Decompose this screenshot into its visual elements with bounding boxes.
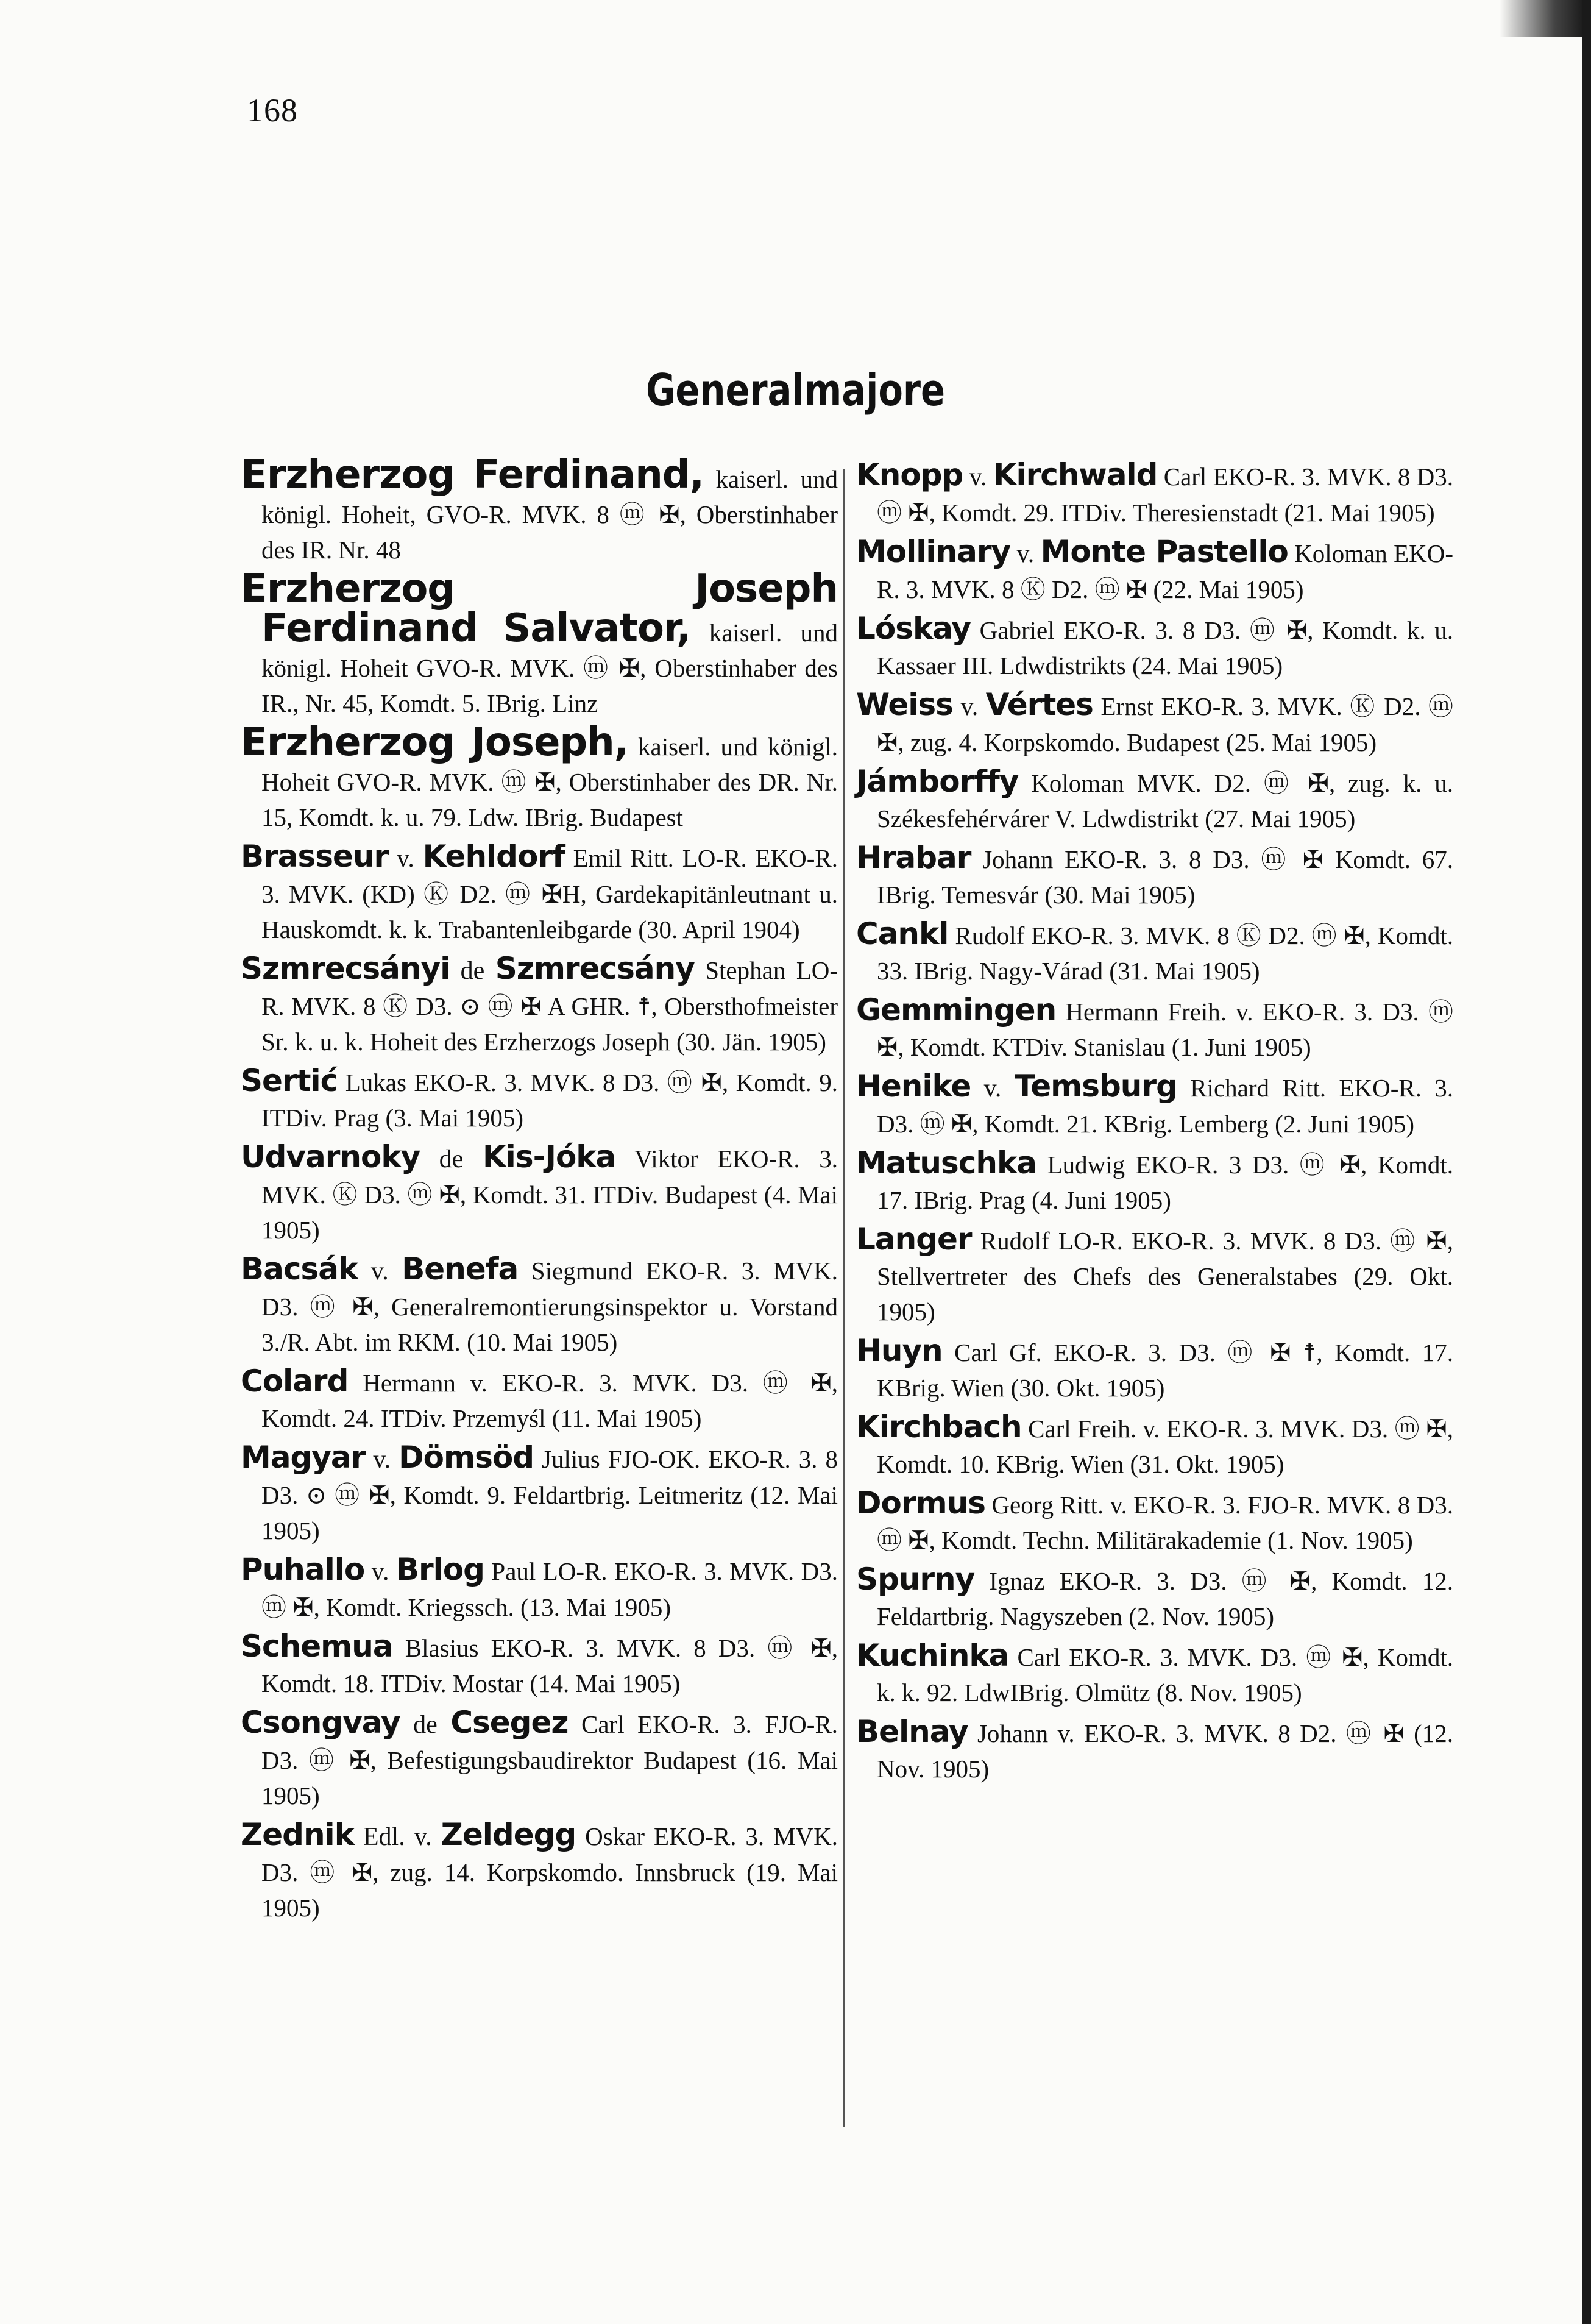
entry-particle: de	[460, 957, 485, 985]
entry-particle: de	[413, 1711, 438, 1739]
entry-surname: Benefa	[402, 1251, 519, 1287]
entry	[241, 452, 838, 567]
entry	[241, 1705, 838, 1813]
entry	[856, 1638, 1453, 1710]
entry	[856, 687, 1453, 760]
entry-details: Hermann v. EKO-R. 3. MVK. D3. ⓜ ✠, Komdt. 24. ITDiv. Przemyśl (11. Mai 1905)	[261, 1369, 838, 1432]
entry-details: Gabriel EKO-R. 3. 8 D3. ⓜ ✠, Komdt. k. u. Kassaer III. Ldwdistrikts (24. Mai 1905)	[877, 616, 1454, 680]
entry-particle: v.	[960, 693, 979, 721]
entry	[241, 1629, 838, 1701]
entry	[241, 1139, 838, 1248]
entry-details: Rudolf LO-R. EKO-R. 3. MVK. 8 D3. ⓜ ✠, Stellvertreter des Chefs des Generalstabes (29. Okt. 1905)	[877, 1227, 1454, 1326]
entry-name: Matuschka	[856, 1145, 1036, 1181]
entry	[856, 611, 1453, 683]
entry-details: Oskar EKO-R. 3. MVK. D3. ⓜ ✠, zug. 14. Korpskomdo. Innsbruck (19. Mai 1905)	[261, 1822, 838, 1922]
entry-details: Ludwig EKO-R. 3 D3. ⓜ ✠, Komdt. 17. IBrig. Prag (4. Juni 1905)	[877, 1151, 1453, 1214]
entry-name: Jámborffy	[856, 764, 1019, 799]
entry-surname: Temsburg	[1014, 1068, 1177, 1104]
entry-details: Koloman MVK. D2. ⓜ ✠, zug. k. u. Székesfehérvárer V. Ldwdistrikt (27. Mai 1905)	[877, 769, 1453, 833]
entry-details: Carl EKO-R. 3. MVK. 8 D3. ⓜ ✠, Komdt. 29. ITDiv. Theresienstadt (21. Mai 1905)	[877, 463, 1454, 527]
entry-name: Langer	[856, 1221, 972, 1257]
entry-particle: v.	[370, 1257, 389, 1285]
entry-name: Erzherzog Joseph Ferdinand Salvator,	[241, 566, 838, 651]
entry-details: Carl EKO-R. 3. MVK. D3. ⓜ ✠, Komdt. k. k. 92. LdwIBrig. Olmütz (8. Nov. 1905)	[877, 1643, 1453, 1707]
entry-name: Henike	[856, 1068, 971, 1104]
entry-name: Szmrecsányi	[241, 951, 450, 986]
entry-particle: v.	[397, 845, 414, 873]
entry	[856, 1409, 1453, 1482]
entry-surname: Vértes	[985, 687, 1093, 722]
entry	[856, 1068, 1453, 1142]
entry	[856, 1221, 1453, 1329]
entry-name: Hrabar	[856, 840, 971, 875]
entry-surname: Csegez	[450, 1705, 569, 1740]
entry-details: Carl Gf. EKO-R. 3. D3. ⓜ ✠ ☨, Komdt. 17. KBrig. Wien (30. Okt. 1905)	[877, 1338, 1454, 1402]
entry-name: Belnay	[856, 1714, 968, 1749]
entry	[241, 1440, 838, 1548]
entry-details: Ignaz EKO-R. 3. D3. ⓜ ✠, Komdt. 12. Feldartbrig. Nagyszeben (2. Nov. 1905)	[877, 1567, 1454, 1630]
entry-details: Richard Ritt. EKO-R. 3. D3. ⓜ ✠, Komdt. 21. KBrig. Lemberg (2. Juni 1905)	[877, 1074, 1454, 1138]
entry-name: Zednik	[241, 1817, 354, 1852]
entry-details: Lukas EKO-R. 3. MVK. 8 D3. ⓜ ✠, Komdt. 9. ITDiv. Prag (3. Mai 1905)	[261, 1068, 838, 1132]
entry-name: Schemua	[241, 1629, 393, 1664]
entry-particle: Edl. v.	[363, 1823, 432, 1851]
entry-name: Kirchbach	[856, 1409, 1022, 1445]
right-column	[856, 457, 1453, 1790]
entry-details: Paul LO-R. EKO-R. 3. MVK. D3. ⓜ ✠, Komdt. Kriegssch. (13. Mai 1905)	[261, 1557, 838, 1621]
entry-surname: Brlog	[395, 1552, 484, 1587]
entry-name: Cankl	[856, 916, 949, 951]
entry-surname: Szmrecsány	[495, 951, 695, 986]
entry-name: Gemmingen	[856, 992, 1057, 1028]
entry-particle: v.	[371, 1558, 389, 1586]
entry-name: Mollinary	[856, 534, 1011, 569]
entry	[241, 1817, 838, 1925]
entry-surname: Zeldegg	[441, 1817, 576, 1852]
entry-name: Erzherzog Joseph,	[241, 720, 629, 765]
entry-particle: v.	[1016, 540, 1035, 568]
scan-edge-right	[1582, 0, 1591, 2324]
entry-surname: Kis-Jóka	[482, 1139, 616, 1174]
entry-name: Erzherzog Ferdinand,	[241, 452, 704, 497]
entry-name: Kuchinka	[856, 1638, 1009, 1673]
entry-name: Udvarnoky	[241, 1139, 420, 1174]
entry-details: Siegmund EKO-R. 3. MVK. D3. ⓜ ✠, Generalremontierungsinspektor u. Vorstand 3./R. Abt. im RKM. (10. Mai 1905)	[261, 1257, 838, 1356]
entry	[241, 839, 838, 947]
entry	[241, 566, 838, 721]
entry	[856, 457, 1453, 530]
entry	[241, 1552, 838, 1625]
entry	[856, 1714, 1453, 1786]
entry-details: Johann v. EKO-R. 3. MVK. 8 D2. ⓜ ✠ (12. Nov. 1905)	[877, 1719, 1454, 1783]
entry	[856, 764, 1453, 836]
entry-name: Huyn	[856, 1333, 943, 1368]
entry-particle: de	[439, 1145, 464, 1173]
entry-details: Carl EKO-R. 3. FJO-R. D3. ⓜ ✠, Befestigungsbaudirektor Budapest (16. Mai 1905)	[261, 1710, 838, 1810]
entry	[856, 1333, 1453, 1405]
entry-name: Colard	[241, 1363, 349, 1399]
entry	[856, 1145, 1453, 1218]
entry-details: kaiserl. und königl. Hoheit GVO-R. MVK. ⓜ ✠, Oberstinhaber des DR. Nr. 15, Komdt. k. u. 79. Ldw. IBrig. Budapest	[261, 733, 838, 831]
entry-details: Stephan LO-R. MVK. 8 Ⓚ D3. ⊙ ⓜ ✠ A GHR. ☨, Obersthofmeister Sr. k. u. k. Hoheit des Erzherzogs Joseph (30. Jän. 1905)	[261, 956, 838, 1056]
entry-details: Ernst EKO-R. 3. MVK. Ⓚ D2. ⓜ ✠, zug. 4. Korpskomdo. Budapest (25. Mai 1905)	[877, 692, 1453, 756]
entry-details: Johann EKO-R. 3. 8 D3. ⓜ ✠ Komdt. 67. IBrig. Temesvár (30. Mai 1905)	[877, 845, 1453, 909]
entry-name: Knopp	[856, 457, 963, 492]
entry	[856, 916, 1453, 989]
entry-details: Blasius EKO-R. 3. MVK. 8 D3. ⓜ ✠, Komdt. 18. ITDiv. Mostar (14. Mai 1905)	[261, 1634, 838, 1697]
entry-surname: Monte Pastello	[1040, 534, 1288, 569]
page-number: 168	[247, 92, 298, 129]
entry	[241, 1063, 838, 1135]
entry-details: Carl Freih. v. EKO-R. 3. MVK. D3. ⓜ ✠, Komdt. 10. KBrig. Wien (31. Okt. 1905)	[877, 1415, 1454, 1478]
entry-name: Dormus	[856, 1485, 985, 1521]
entry-name: Weiss	[856, 687, 953, 722]
entry-details: Julius FJO-OK. EKO-R. 3. 8 D3. ⊙ ⓜ ✠, Komdt. 9. Feldartbrig. Leitmeritz (12. Mai 1905)	[261, 1445, 838, 1544]
entry-details: Hermann Freih. v. EKO-R. 3. D3. ⓜ ✠, Komdt. KTDiv. Stanislau (1. Juni 1905)	[877, 998, 1453, 1061]
entry	[856, 840, 1453, 912]
entry-particle: v.	[983, 1075, 1002, 1103]
entry-name: Bacsák	[241, 1251, 358, 1287]
entry-details: Emil Ritt. LO-R. EKO-R. 3. MVK. (KD) Ⓚ D2. ⓜ ✠H, Gardekapitänleutnant u. Hauskomdt. k. k. Trabantenleibgarde (30. April 1904)	[261, 844, 838, 943]
entry	[856, 992, 1453, 1065]
entry-details: Viktor EKO-R. 3. MVK. Ⓚ D3. ⓜ ✠, Komdt. 31. ITDiv. Budapest (4. Mai 1905)	[261, 1145, 838, 1244]
left-column	[241, 452, 838, 1929]
entry-surname: Kehldorf	[422, 839, 565, 874]
entry-name: Lóskay	[856, 611, 971, 646]
entry-name: Magyar	[241, 1440, 366, 1475]
entry-details: Koloman EKO-R. 3. MVK. 8 Ⓚ D2. ⓜ ✠ (22. Mai 1905)	[877, 539, 1454, 603]
entry-name: Puhallo	[241, 1552, 365, 1587]
entry	[856, 1562, 1453, 1634]
entry	[241, 1251, 838, 1360]
entry-details: kaiserl. und königl. Hoheit, GVO-R. MVK. 8 ⓜ ✠, Oberstinhaber des IR. Nr. 48	[261, 465, 838, 564]
entry-details: Rudolf EKO-R. 3. MVK. 8 Ⓚ D2. ⓜ ✠, Komdt. 33. IBrig. Nagy-Várad (31. Mai 1905)	[877, 922, 1453, 985]
entry-details: Georg Ritt. v. EKO-R. 3. FJO-R. MVK. 8 D3. ⓜ ✠, Komdt. Techn. Militärakademie (1. Nov. 1905)	[877, 1491, 1453, 1554]
entry-name: Spurny	[856, 1562, 975, 1597]
entry-name: Csongvay	[241, 1705, 400, 1740]
entry-name: Brasseur	[241, 839, 389, 874]
entry-particle: v.	[969, 463, 987, 491]
entry	[241, 720, 838, 835]
entry	[856, 1485, 1453, 1558]
scan-edge-top	[1500, 0, 1591, 37]
entry-name: Sertić	[241, 1063, 338, 1098]
entry-details: kaiserl. und königl. Hoheit GVO-R. MVK. ⓜ ✠, Oberstinhaber des IR., Nr. 45, Komdt. 5. IBrig. Linz	[261, 619, 838, 717]
entry-surname: Kirchwald	[993, 457, 1158, 492]
entry	[241, 951, 838, 1059]
entry	[241, 1363, 838, 1436]
page-title: Generalmajore	[645, 364, 946, 416]
entry	[856, 534, 1453, 607]
entry-particle: v.	[373, 1446, 391, 1474]
entry-surname: Dömsöd	[399, 1440, 534, 1475]
column-divider	[843, 469, 845, 2127]
